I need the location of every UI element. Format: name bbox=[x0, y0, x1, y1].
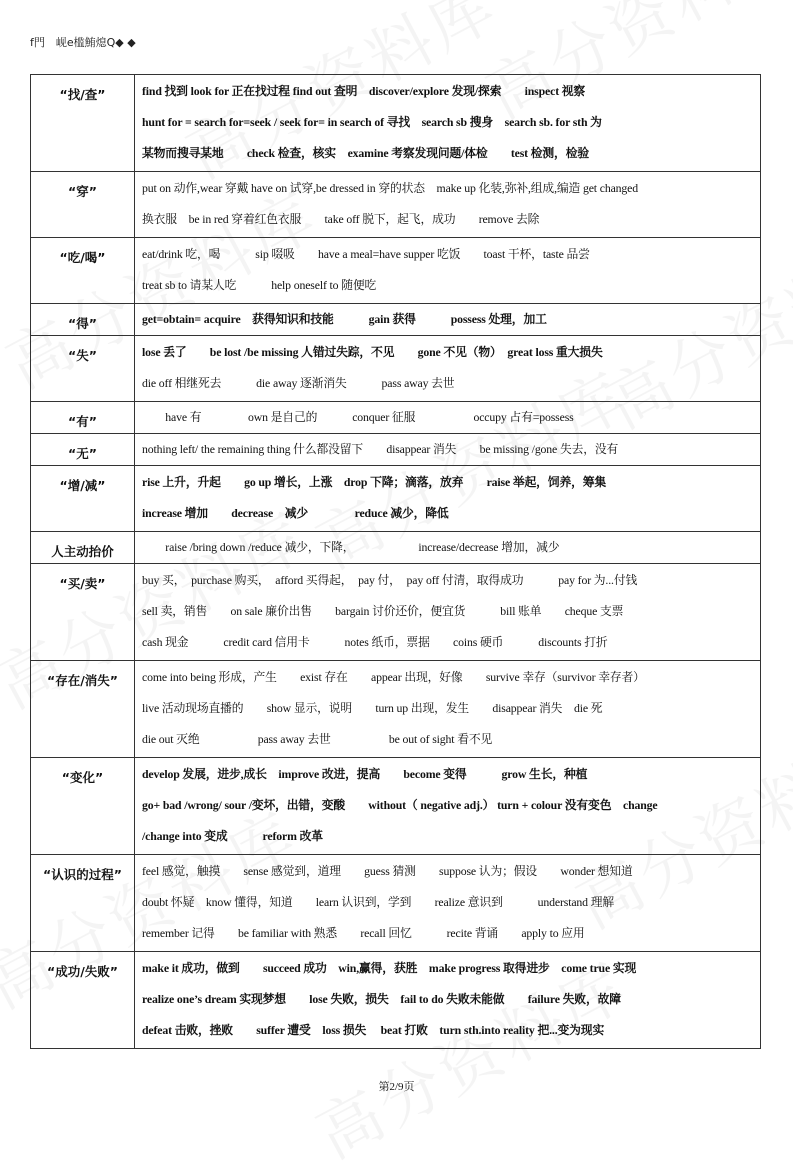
vocabulary-line: develop 发展，进步,成长 improve 改进，提高 become 变得 grow 生长，种植 bbox=[142, 767, 588, 781]
category-cell: “得” bbox=[31, 304, 135, 336]
vocabulary-cell bbox=[135, 304, 761, 336]
category-cell: “存在/消失” bbox=[31, 661, 135, 758]
category-cell: “失” bbox=[31, 336, 135, 402]
vocabulary-cell bbox=[135, 532, 761, 564]
vocabulary-line: /change into 变成 reform 改革 bbox=[142, 829, 323, 843]
vocabulary-line: treat sb to 请某人吃 help oneself to 随便吃 bbox=[142, 278, 377, 292]
vocabulary-cell bbox=[135, 564, 761, 661]
category-cell: “成功/失败” bbox=[31, 952, 135, 1049]
vocabulary-line: put on 动作,wear 穿戴 have on 试穿,be dressed in 穿的状态 make up 化装,弥补,组成,编造 get changed bbox=[142, 181, 638, 195]
vocabulary-line: cash 现金 credit card 信用卡 notes 纸币，票据 coins 硬币 discounts 打折 bbox=[142, 635, 608, 649]
category-cell: “有” bbox=[31, 402, 135, 434]
vocabulary-table bbox=[30, 74, 761, 1049]
vocabulary-line: increase 增加 decrease 减少 reduce 减少，降低 bbox=[142, 506, 449, 520]
vocabulary-line: doubt 怀疑 know 懂得，知道 learn 认识到，学到 realize 意识到 understand 理解 bbox=[142, 895, 615, 909]
table-row bbox=[31, 434, 761, 466]
vocabulary-line: 换衣服 be in red 穿着红色衣服 take off 脱下，起飞，成功 remove 去除 bbox=[142, 212, 540, 226]
table-row bbox=[31, 336, 761, 402]
vocabulary-cell bbox=[135, 336, 761, 402]
vocabulary-line: get=obtain= acquire 获得知识和技能 gain 获得 possess 处理，加工 bbox=[142, 312, 547, 326]
category-cell: 人主动抬价 bbox=[31, 532, 135, 564]
category-cell: “穿” bbox=[31, 172, 135, 238]
table-row bbox=[31, 402, 761, 434]
vocabulary-cell bbox=[135, 855, 761, 952]
vocabulary-line: die off 相继死去 die away 逐渐消失 pass away 去世 bbox=[142, 376, 455, 390]
vocabulary-cell bbox=[135, 434, 761, 466]
category-cell: “认识的过程” bbox=[31, 855, 135, 952]
vocabulary-cell bbox=[135, 75, 761, 172]
vocabulary-line: sell 卖，销售 on sale 廉价出售 bargain 讨价还价，便宜货 bill 账单 cheque 支票 bbox=[142, 604, 624, 618]
vocabulary-line: feel 感觉，触摸 sense 感觉到，道理 guess 猜测 suppose 认为；假设 wonder 想知道 bbox=[142, 864, 633, 878]
vocabulary-line: realize one’s dream 实现梦想 lose 失败，损失 fail to do 失败未能做 failure 失败，故障 bbox=[142, 992, 621, 1006]
category-cell: “找/查” bbox=[31, 75, 135, 172]
vocabulary-line: buy 买， purchase 购买， afford 买得起， pay 付， pay off 付清，取得成功 pay for 为...付钱 bbox=[142, 573, 638, 587]
vocabulary-line: live 活动现场直播的 show 显示，说明 turn up 出现，发生 disappear 消失 die 死 bbox=[142, 701, 603, 715]
vocabulary-line: have 有 own 是自己的 conquer 征服 occupy 占有=possess bbox=[142, 410, 574, 424]
table-row bbox=[31, 952, 761, 1049]
table-row bbox=[31, 172, 761, 238]
vocabulary-line: remember 记得 be familiar with 熟悉 recall 回忆 recite 背诵 apply to 应用 bbox=[142, 926, 585, 940]
page-header: f門 岘e槛鮪熄Q◆ ◆ bbox=[30, 36, 136, 49]
vocabulary-cell bbox=[135, 758, 761, 855]
vocabulary-line: hunt for = search for=seek / seek for= in search of 寻找 search sb 搜身 search sb. for sth 为 bbox=[142, 115, 602, 129]
category-cell: “吃/喝” bbox=[31, 238, 135, 304]
table-row bbox=[31, 75, 761, 172]
category-cell: “买/卖” bbox=[31, 564, 135, 661]
category-cell: “无” bbox=[31, 434, 135, 466]
vocabulary-line: raise /bring down /reduce 减少，下降， increase/decrease 增加，减少 bbox=[142, 540, 560, 554]
vocabulary-line: come into being 形成，产生 exist 存在 appear 出现，好像 survive 幸存（survivor 幸存者） bbox=[142, 670, 645, 684]
table-row bbox=[31, 758, 761, 855]
vocabulary-line: lose 丢了 be lost /be missing 人错过失踪，不见 gone 不见（物） great loss 重大损失 bbox=[142, 345, 603, 359]
vocabulary-cell bbox=[135, 466, 761, 532]
category-cell: “增/减” bbox=[31, 466, 135, 532]
vocabulary-line: 某物而搜寻某地 check 检查，核实 examine 考察发现问题/体检 test 检测，检验 bbox=[142, 146, 589, 160]
vocabulary-cell bbox=[135, 952, 761, 1049]
table-row bbox=[31, 855, 761, 952]
table-row bbox=[31, 238, 761, 304]
vocabulary-line: go+ bad /wrong/ sour /变坏，出错，变酸 without（ negative adj.） turn + colour 没有变色 change bbox=[142, 798, 658, 812]
vocabulary-line: find 找到 look for 正在找过程 find out 查明 discover/explore 发现/探索 inspect 视察 bbox=[142, 84, 586, 98]
vocabulary-line: nothing left/ the remaining thing 什么都没留下 disappear 消失 be missing /gone 失去，没有 bbox=[142, 442, 619, 456]
vocabulary-line: die out 灭绝 pass away 去世 be out of sight 看不见 bbox=[142, 732, 493, 746]
vocabulary-line: rise 上升，升起 go up 增长，上涨 drop 下降；滴落，放弃 raise 举起，饲养，筹集 bbox=[142, 475, 607, 489]
vocabulary-cell bbox=[135, 172, 761, 238]
vocabulary-line: make it 成功，做到 succeed 成功 win,赢得，获胜 make progress 取得进步 come true 实现 bbox=[142, 961, 637, 975]
vocabulary-line: eat/drink 吃，喝 sip 啜吸 have a meal=have supper 吃饭 toast 干杯，taste 品尝 bbox=[142, 247, 590, 261]
table-row bbox=[31, 661, 761, 758]
table-row bbox=[31, 532, 761, 564]
vocabulary-cell bbox=[135, 661, 761, 758]
table-row bbox=[31, 304, 761, 336]
vocabulary-line: defeat 击败，挫败 suffer 遭受 loss 损失 beat 打败 turn sth.into reality 把...变为现实 bbox=[142, 1023, 605, 1037]
vocabulary-cell bbox=[135, 402, 761, 434]
page-number: 第2/9页 bbox=[378, 1081, 415, 1093]
table-row bbox=[31, 466, 761, 532]
table-row bbox=[31, 564, 761, 661]
vocabulary-cell bbox=[135, 238, 761, 304]
category-cell: “变化” bbox=[31, 758, 135, 855]
